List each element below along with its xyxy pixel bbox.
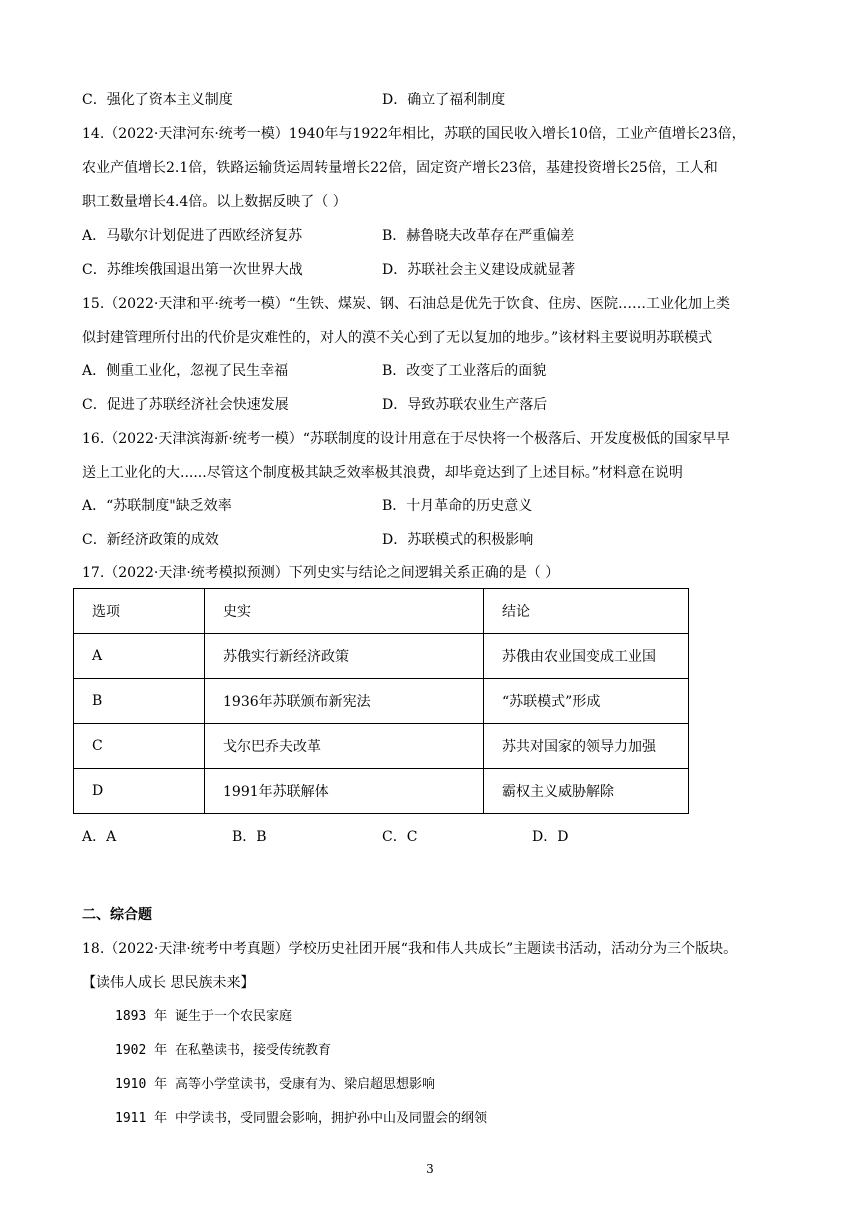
timeline-item: 1911 年 中学读书，受同盟会影响，拥护孙中山及同盟会的纲领	[115, 1111, 487, 1126]
q17-stem: 17.（2022·天津·统考模拟预测）下列史实与结论之间逻辑关系正确的是（ ）	[82, 565, 560, 581]
q13-option-d: D．确立了福利制度	[382, 92, 506, 108]
q14-stem-line1: 14.（2022·天津河东·统考一模）1940年与1922年相比，苏联的国民收入增长10倍，工业产值增长23倍，	[82, 126, 746, 142]
q13-option-c: C．强化了资本主义制度	[82, 92, 233, 108]
page-number: 3	[426, 1162, 434, 1176]
timeline-item: 1910 年 高等小学堂读书，受康有为、梁启超思想影响	[115, 1077, 435, 1092]
table-cell: 1991年苏联解体	[205, 769, 484, 814]
table-cell: 霸权主义威胁解除	[484, 769, 689, 814]
q16-option-c: C．新经济政策的成效	[82, 532, 219, 548]
table-header-cell: 史实	[205, 589, 484, 634]
timeline-item: 1902 年 在私塾读书，接受传统教育	[115, 1043, 331, 1058]
q15-stem-line2: 似封建管理所付出的代价是灾难性的，对人的漠不关心到了无以复加的地步。”该材料主要说明苏联模式	[82, 330, 713, 346]
q14-option-c: C．苏维埃俄国退出第一次世界大战	[82, 262, 303, 278]
q14-option-a: A．马歇尔计划促进了西欧经济复苏	[82, 228, 303, 244]
q16-option-b: B．十月革命的历史意义	[382, 498, 533, 514]
timeline-item: 1893 年 诞生于一个农民家庭	[115, 1009, 292, 1024]
q16-stem-line1: 16.（2022·天津滨海新·统考一模）“苏联制度的设计用意在于尽快将一个极落后、开发度极低的国家早早	[82, 431, 730, 447]
section-heading: 二、综合题	[82, 907, 152, 923]
q15-option-c: C．促进了苏联经济社会快速发展	[82, 397, 289, 413]
table-cell: C	[74, 724, 205, 769]
table-row	[74, 769, 689, 814]
table-cell: 苏俄由农业国变成工业国	[484, 634, 689, 679]
table-row	[74, 634, 689, 679]
q15-option-b: B．改变了工业落后的面貌	[382, 363, 547, 379]
table-row	[74, 679, 689, 724]
table-cell: B	[74, 679, 205, 724]
q15-option-d: D．导致苏联农业生产落后	[382, 397, 548, 413]
q16-stem-line2: 送上工业化的大......尽管这个制度极其缺乏效率极其浪费，却毕竟达到了上述目标。”材料意在说明	[82, 465, 683, 481]
q15-option-a: A．侧重工业化，忽视了民生幸福	[82, 363, 289, 379]
q17-table	[73, 588, 689, 814]
q16-option-a: A．“苏联制度"缺乏效率	[82, 498, 232, 514]
q18-block-title: 【读伟人成长 思民族未来】	[82, 975, 255, 991]
table-cell: 1936年苏联颁布新宪法	[205, 679, 484, 724]
q17-option-b: B．B	[232, 829, 267, 845]
table-cell: 戈尔巴乔夫改革	[205, 724, 484, 769]
q14-stem-line2: 农业产值增长2.1倍，铁路运输货运周转量增长22倍，固定资产增长23倍，基建投资增长25倍，工人和	[82, 160, 718, 176]
q14-option-d: D．苏联社会主义建设成就显著	[382, 262, 576, 278]
table-cell: “苏联模式”形成	[484, 679, 689, 724]
q18-stem: 18.（2022·天津·统考中考真题）学校历史社团开展“我和伟人共成长”主题读书活动，活动分为三个版块。	[82, 941, 738, 957]
table-cell: A	[74, 634, 205, 679]
table-cell: 苏共对国家的领导力加强	[484, 724, 689, 769]
table-cell: 苏俄实行新经济政策	[205, 634, 484, 679]
q15-stem-line1: 15.（2022·天津和平·统考一模）“生铁、煤炭、钢、石油总是优先于饮食、住房、医院……工业化加上类	[82, 296, 730, 312]
table-header-row	[74, 589, 689, 634]
q17-option-c: C．C	[382, 829, 418, 845]
q17-option-a: A．A	[82, 829, 117, 845]
q16-option-d: D．苏联模式的积极影响	[382, 532, 534, 548]
q14-option-b: B．赫鲁晓夫改革存在严重偏差	[382, 228, 575, 244]
q17-option-d: D．D	[532, 829, 569, 845]
table-header-cell: 选项	[74, 589, 205, 634]
q14-stem-line3: 职工数量增长4.4倍。以上数据反映了（ ）	[82, 194, 347, 210]
table-header-cell: 结论	[484, 589, 689, 634]
table-row	[74, 724, 689, 769]
table-cell: D	[74, 769, 205, 814]
